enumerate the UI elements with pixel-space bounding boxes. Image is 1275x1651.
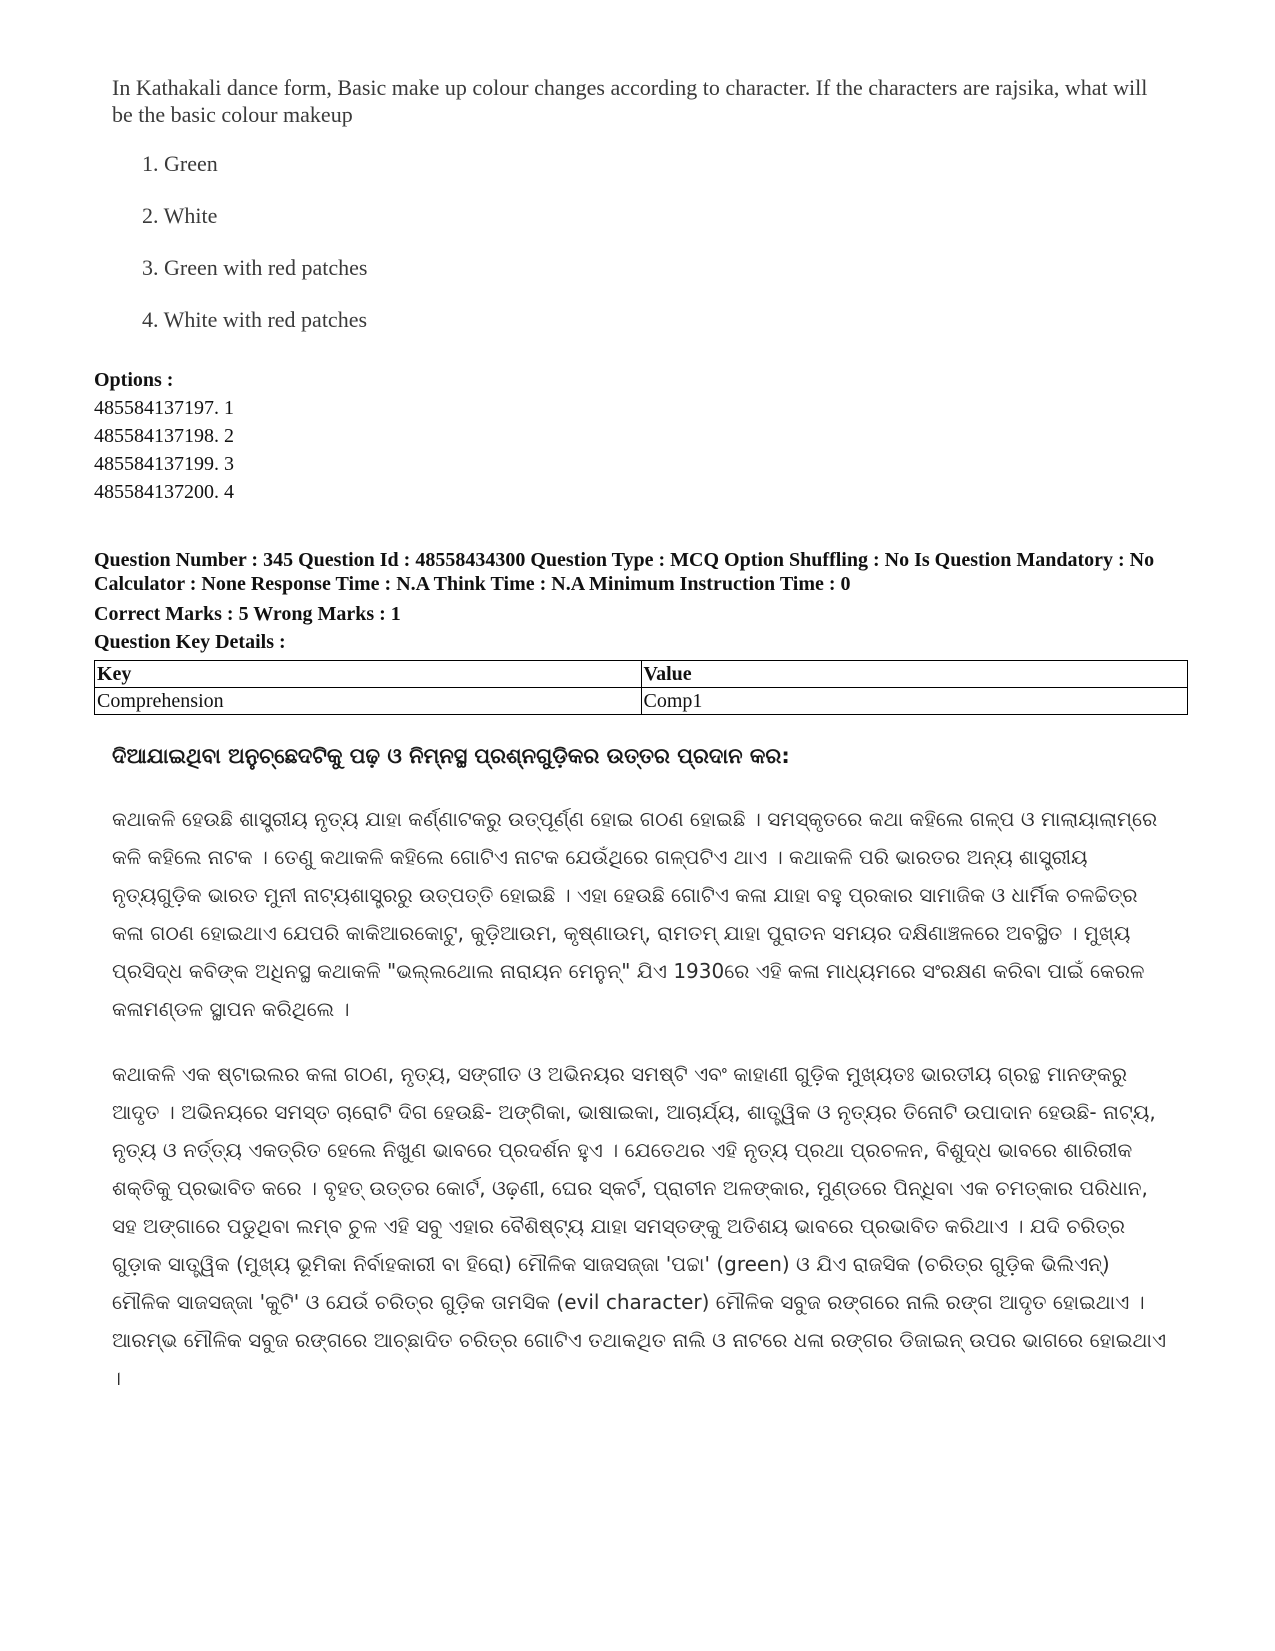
- question-image: [112, 74, 1172, 332]
- option-item: 485584137197. 1: [94, 397, 234, 419]
- option-list: [94, 394, 234, 506]
- passage-paragraph-1: କଥାକଳି ହେଉଛି ଶାସ୍ତ୍ରୀୟ ନୃତ୍ୟ ଯାହା କର୍ଣ୍ଣାଟକରୁ ଉତ୍ପୂର୍ଣ୍ଣ ହୋଇ ଗଠଣ ହୋଇଛି । ସମସ୍କୃତରେ କଥା କହିଲେ ଗଳ୍ପ ଓ ମାଲାୟାଲାମ୍‌ରେ କଳି କହିଲେ ନାଟକ । ତେଣୁ କଥାକଳି କହିଲେ ଗୋଟିଏ ନାଟକ ଯେଉଁଥିରେ ଗଳ୍ପଟିଏ ଥାଏ । କଥାକଳି ପରି ଭାରତର ଅନ୍ୟ ଶାସ୍ତ୍ରୀୟ ନୃତ୍ୟଗୁଡ଼ିକ ଭାରତ ମୁନୀ ନାଟ୍ୟଶାସ୍ତ୍ରରୁ ଉତ୍ପତ୍ତି ହୋଇଛି । ଏହା ହେଉଛି ଗୋଟିଏ କଳା ଯାହା ବହୁ ପ୍ରକାର ସାମାଜିକ ଓ ଧାର୍ମିକ ଚଳଚ୍ଚିତ୍ର କଳା ଗଠଣ ହୋଇଥାଏ ଯେପରି କାକିଆରକୋଟୁ, କୁଡ଼ିଆଉମ, କୃଷ୍ଣାଉମ୍, ରାମତମ୍ ଯାହା ପୁରାତନ ସମୟର ଦକ୍ଷିଣାଞ୍ଚଳରେ ଅବସ୍ଥିତ । ମୁଖ୍ୟ ପ୍ରସିଦ୍ଧ କବିଙ୍କ ଅଧିନସ୍ଥ କଥାକଳି "ଭଲ୍ଲଥୋଲ ନାରାୟନ ମେନୁନ୍" ଯିଏ 1930ରେ ଏହି କଳା ମାଧ୍ୟମରେ ସଂରକ୍ଷଣ କରିବା ପାଇଁ କେରଳ କଳାମଣ୍ଡଳ ସ୍ଥାପନ କରିଥିଲେ ।: [112, 807, 1158, 1021]
- option-item: 485584137200. 4: [94, 481, 234, 503]
- option-item: 485584137198. 2: [94, 425, 234, 447]
- passage-title: ଦିଆଯାଇଥିବା ଅନୁଚ୍ଛେଦଟିକୁ ପଢ଼ ଓ ନିମ୍ନସ୍ଥ ପ୍ରଶ୍ନଗୁଡ଼ିକର ଉତ୍ତର ପ୍ରଦାନ କର:: [112, 744, 790, 768]
- marks-line: Correct Marks : 5 Wrong Marks : 1: [94, 603, 401, 625]
- table-header-row: [95, 661, 1188, 688]
- choice-3: 3. Green with red patches: [142, 255, 368, 280]
- table-row: [95, 688, 1188, 715]
- key-table: [94, 660, 1188, 715]
- question-metadata: Question Number : 345 Question Id : 48558434300 Question Type : MCQ Option Shuffling : No Is Question Mandatory : No Calculator : None Response Time : N.A Think Time : N.A Minimum Instruction Time : 0: [94, 549, 1155, 595]
- passage-paragraph-2: କଥାକଳି ଏକ ଷ୍ଟାଇଲର କଳା ଗଠଣ, ନୃତ୍ୟ, ସଙ୍ଗୀତ ଓ ଅଭିନୟର ସମଷ୍ଟି ଏବଂ କାହାଣୀ ଗୁଡ଼ିକ ମୁଖ୍ୟତଃ ଭାରତୀୟ ଗ୍ରନ୍ଥ ମାନଙ୍କରୁ ଆଦୃତ । ଅଭିନୟରେ ସମସ୍ତ ଚାରୋଟି ଦିଗ ହେଉଛି- ଅଙ୍ଗିକା, ଭାଷାଇକା, ଆଚାର୍ଯ୍ୟ, ଶାତ୍ତ୍ୱିକ ଓ ନୃତ୍ୟର ତିନୋଟି ଉପାଦାନ ହେଉଛି- ନାଟ୍ୟ, ନୃତ୍ୟ ଓ ନର୍ତ୍ତ୍ୟ ଏକତ୍ରିତ ହେଲେ ନିଖୁଣ ଭାବରେ ପ୍ରଦର୍ଶନ ହୁଏ । ଯେତେଥର ଏହି ନୃତ୍ୟ ପ୍ରଥା ପ୍ରଚଳନ, ବିଶୁଦ୍ଧ ଭାବରେ ଶାରିରୀକ ଶକ୍ତିକୁ ପ୍ରଭାବିତ କରେ । ବୃହତ୍ ଉତ୍ତର କୋର୍ଟ, ଓଢ଼ଣୀ, ଘେର ସ୍କର୍ଟ, ପ୍ରାଚୀନ ଅଳଙ୍କାର, ମୁଣ୍ଡରେ ପିନ୍ଧିବା ଏକ ଚମତ୍କାର ପରିଧାନ, ସହ ଅଙ୍ଗାରେ ପଡୁଥିବା ଲମ୍ବ ଚୁଳ ଏହି ସବୁ ଏହାର ବୈଶିଷ୍ଟ୍ୟ ଯାହା ସମସ୍ତଙ୍କୁ ଅତିଶୟ ଭାବରେ ପ୍ରଭାବିତ କରିଥାଏ । ଯଦି ଚରିତ୍ର ଗୁଡ଼ାକ ସାତ୍ତ୍ୱିକ (ମୁଖ୍ୟ ଭୂମିକା ନିର୍ବାହକାରୀ ବା ହିରୋ) ମୌଳିକ ସାଜସଜ୍ଜା 'ପଚ୍ଚା' (green) ଓ ଯିଏ ରାଜସିକ (ଚରିତ୍ର ଗୁଡ଼ିକ ଭିଲିଏନ୍) ମୌଳିକ ସାଜସଜ୍ଜା 'କୁଟି' ଓ ଯେଉଁ ଚରିତ୍ର ଗୁଡ଼ିକ ତାମସିକ (evil character) ମୌଳିକ ସବୁଜ ରଙ୍ଗରେ ନାଲି ରଙ୍ଗ ଆଦୃତ ହୋଇଥାଏ । ଆରମ୍ଭ ମୌଳିକ ସବୁଜ ରଙ୍ଗରେ ଆଚ୍ଛାଦିତ ଚରିତ୍ର ଗୋଟିଏ ତଥାକଥିତ ନାଲି ଓ ନାଟରେ ଧଳା ରଙ୍ଗର ଡିଜାଇନ୍ ଉପର ଭାଗରେ ହୋଇଥାଏ ।: [112, 1062, 1167, 1390]
- key-details-label: Question Key Details :: [94, 631, 286, 653]
- table-cell-value: Comp1: [641, 688, 1188, 715]
- column-header-key: Key: [95, 661, 642, 688]
- table-cell-key: Comprehension: [95, 688, 642, 715]
- options-label: Options :: [94, 369, 174, 391]
- option-item: 485584137199. 3: [94, 453, 234, 475]
- column-header-value: Value: [641, 661, 1188, 688]
- question-text: In Kathakali dance form, Basic make up colour changes according to character. If the characters are rajsika, what will be the basic colour makeup: [112, 75, 1148, 127]
- choice-2: 2. White: [142, 203, 218, 228]
- choice-1: 1. Green: [142, 151, 218, 176]
- choice-4: 4. White with red patches: [142, 307, 368, 332]
